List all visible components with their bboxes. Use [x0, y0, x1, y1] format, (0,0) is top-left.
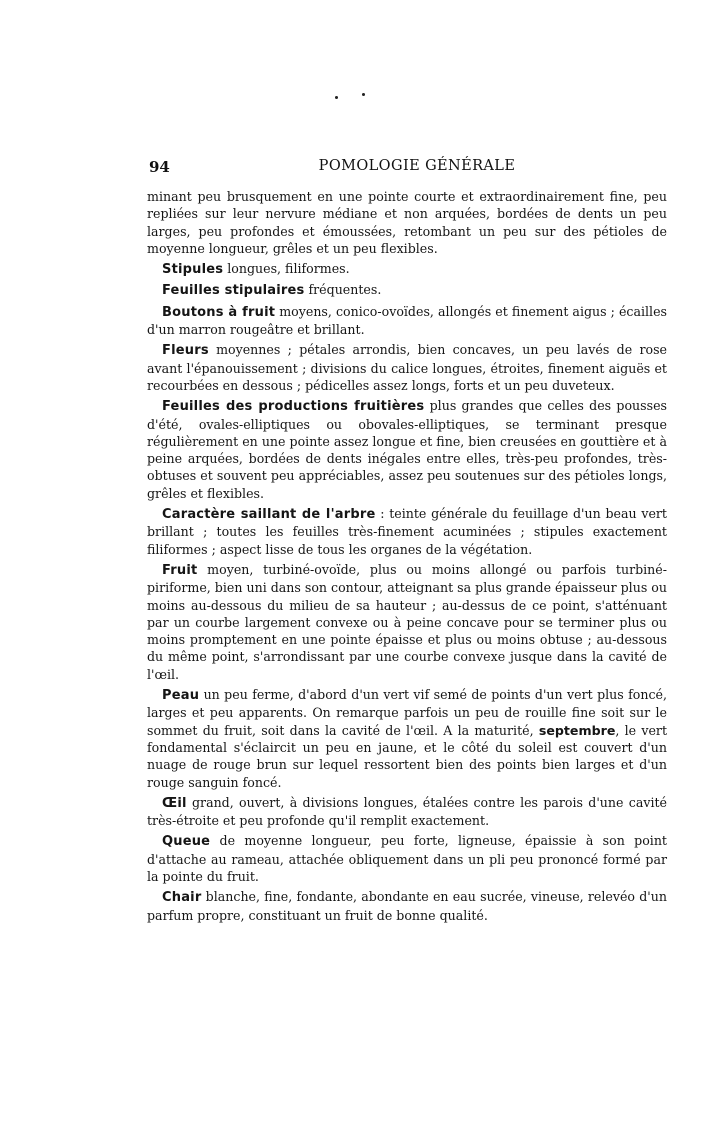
- paragraph-text: grand, ouvert, à divisions longues, étalées contre les parois d'une cavité très-étroite et peu profonde qu'il remplit exactement.: [147, 794, 667, 829]
- paragraph-text: , le vert fondamental s'éclaircit un peu en jaune, et le côté du soleil est couvert d'un nuage de rouge brun sur lequel ressortent bien des points bien larges et d'un rouge sanguin foncé.: [147, 722, 668, 790]
- term-heading: Feuilles des productions fruitières: [162, 399, 425, 415]
- term-heading: Chair: [162, 890, 202, 906]
- paragraph-text: de moyenne longueur, peu forte, ligneuse, épaissie à son point d'attache au rameau, attachée obliquement dans un pli peu prononcé formé par la pointe du fruit.: [147, 833, 667, 884]
- paragraph-fleurs: [147, 341, 667, 394]
- page-body: [147, 188, 667, 927]
- paragraph-text: moyen, turbiné-ovoïde, plus ou moins allongé ou parfois turbiné-piriforme, bien uni dans son contour, atteignant sa plus grande épaisseur plus ou moins au-dessous du milieu de sa hauteur ; au-dessus de ce point, s'atténuant par un courbe largement convexe ou à peine concave pour se terminer plus ou moins promptement en une pointe épaisse et plus ou moins obtuse ; au-dessous du même point, s'arrondissant par une courbe convexe jusque dans la cavité de l'œil.: [147, 561, 667, 682]
- paragraph-peau: [147, 686, 667, 791]
- term-heading: Boutons à fruit: [162, 304, 276, 320]
- paragraph-text: longues, filiformes.: [223, 261, 350, 277]
- paragraph-oeil: [147, 794, 667, 830]
- term-heading: Fleurs: [162, 343, 209, 359]
- running-title: POMOLOGIE GÉNÉRALE: [318, 158, 516, 174]
- paragraph-caractere: [147, 505, 667, 558]
- term-heading: Queue: [162, 834, 211, 850]
- paragraph-text: blanche, fine, fondante, abondante en eau sucrée, vineuse, relevéo d'un parfum propre, constituant un fruit de bonne qualité.: [147, 889, 667, 923]
- print-speck: [335, 96, 338, 99]
- paragraph-text: un peu ferme, d'abord d'un vert vif semé de points d'un vert plus foncé, larges et peu apparents. On remarque parfois un peu de rouille fine soit sur le sommet du fruit, soit dans la cavité de l'œil. A la maturité,: [147, 687, 667, 738]
- paragraph-text: minant peu brusquement en une pointe courte et extraordinairement fine, peu repliées sur leur nervure médiane et non arquées, bordées de dents un peu larges, peu profondes et émoussées, retombant un peu sur des pétioles de moyenne longueur, grêles et un peu flexibles.: [147, 189, 667, 256]
- term-heading: Stipules: [162, 262, 224, 278]
- paragraph-text: : teinte générale du feuillage d'un beau vert brillant ; toutes les feuilles très-finement acuminées ; stipules exactement filiformes ; aspect lisse de tous les organes de la végétation.: [147, 506, 667, 557]
- paragraph-chair: [147, 888, 667, 924]
- term-heading: Fruit: [162, 562, 198, 578]
- page-header: [149, 158, 665, 178]
- term-heading: Caractère saillant de l'arbre: [162, 507, 376, 523]
- print-speck: [362, 93, 365, 96]
- paragraph-feuilles-stipulaires: [147, 281, 667, 299]
- paragraph-text: fréquentes.: [304, 282, 382, 298]
- paragraph-queue: [147, 832, 667, 885]
- page-number: 94: [149, 158, 170, 176]
- term-heading: Peau: [162, 688, 200, 704]
- paragraph-feuilles-productions: [147, 397, 667, 502]
- paragraph-stipules: [147, 260, 667, 278]
- paragraph-text: moyens, conico-ovoïdes, allongés et finement aigus ; écailles d'un marron rougeâtre et brillant.: [147, 303, 667, 338]
- term-heading: Feuilles stipulaires: [162, 283, 305, 299]
- paragraph-boutons: [147, 303, 667, 339]
- maturity-month: septembre: [538, 722, 616, 738]
- paragraph-fruit: [147, 561, 667, 683]
- paragraph-text: moyennes ; pétales arrondis, bien concaves, un peu lavés de rose avant l'épanouissement ; divisions du calice longues, étroites, finement aiguës et recourbées en dessous ; pédicelles assez longs, forts et un peu duveteux.: [147, 342, 667, 393]
- term-heading: Œil: [162, 795, 187, 811]
- paragraph-text: plus grandes que celles des pousses d'été, ovales-elliptiques ou obovales-elliptiques, se terminant presque régulièrement en une pointe assez longue et fine, bien creusées en gouttière et à peine arquées, bordées de dents inégales entre elles, très-peu profondes, très-obtuses et souvent peu appréciables, assez peu soutenues sur des pétioles longs, grêles et flexibles.: [147, 398, 667, 501]
- paragraph-continuation: [147, 188, 667, 257]
